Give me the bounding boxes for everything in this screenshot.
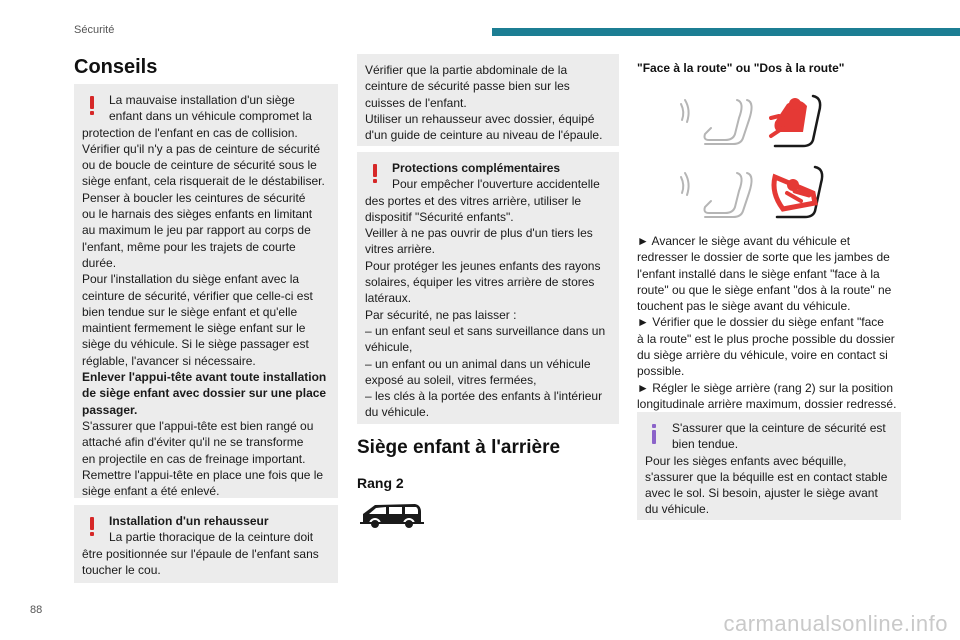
warning-box-conseils xyxy=(74,84,338,498)
box-line: réglable, l'avancer si nécessaire. xyxy=(82,353,256,368)
box-line: s'assurer que la béquille est en contact stable xyxy=(645,469,888,484)
rear-child-seat-title: Siège enfant à l'arrière xyxy=(357,437,561,458)
box-line: siège enfant, cela risquerait de le déstabiliser. xyxy=(82,174,325,189)
box-line: bien tendue. xyxy=(672,437,739,452)
forward-facing-seat-diagram xyxy=(675,92,847,152)
box-line: ou de boucle de ceinture de sécurité sous le xyxy=(82,158,317,173)
box-line: bien tendue sur le siège enfant et qu'elle xyxy=(82,304,298,319)
instruction-line: touchent pas le siège avant du véhicule. xyxy=(637,299,851,314)
rear-facing-seat-diagram xyxy=(675,163,847,223)
box-line: latéraux. xyxy=(365,291,412,306)
instruction-line: à la route" est le plus proche possible du dossier xyxy=(637,331,895,346)
box-line: La partie thoracique de la ceinture doit xyxy=(109,530,314,545)
instruction-line: ► Régler le siège arrière (rang 2) sur la position xyxy=(637,380,893,395)
box-line: Remettre l'appui-tête en place une fois que le xyxy=(82,467,324,482)
child-seat-forward xyxy=(771,98,807,136)
front-seat-outline xyxy=(681,100,752,144)
page-number: 88 xyxy=(30,604,43,616)
box-line: – les clés à la portée des enfants à l'intérieur xyxy=(365,389,603,404)
box-line: durée. xyxy=(82,255,117,270)
box-title: Installation d'un rehausseur xyxy=(109,514,269,528)
instruction-line: redresser le dossier de sorte que les jambes de xyxy=(637,250,890,265)
box-line: être positionnée sur l'épaule de l'enfant sans xyxy=(82,546,319,561)
box-line: La mauvaise installation d'un siège xyxy=(109,93,295,107)
conseils-title: Conseils xyxy=(74,56,158,78)
box-line: S'assurer que la ceinture de sécurité est xyxy=(672,421,886,435)
box-line: Pour les sièges enfants avec béquille, xyxy=(645,453,847,468)
warning-icon xyxy=(89,96,95,116)
warning-icon xyxy=(89,517,95,537)
instruction-line: longitudinale arrière maximum, dossier redressé. xyxy=(637,396,897,411)
box-line: Vérifier qu'il n'y a pas de ceinture de sécurité xyxy=(82,141,321,156)
warning-box-rehausseur xyxy=(74,505,338,583)
child-seat-rear xyxy=(774,177,815,209)
box-line: du véhicule. xyxy=(365,405,430,420)
section-title: Sécurité xyxy=(74,24,115,36)
row-2-title: Rang 2 xyxy=(357,475,404,491)
box-line: cuisses de l'enfant. xyxy=(365,95,467,110)
box-line: ceinture de sécurité, vérifier que celle-ci est xyxy=(82,288,313,303)
box-line: ceinture de sécurité passe bien sur les xyxy=(365,79,570,94)
box-line: Penser à boucler les ceintures de sécurité xyxy=(82,190,306,205)
box-line: Veiller à ne pas ouvrir de plus d'un tiers les xyxy=(365,226,593,241)
van-icon xyxy=(359,500,425,530)
box-line: vitres arrière. xyxy=(365,242,436,257)
warning-icon xyxy=(372,164,378,184)
box-line: solaires, équiper les vitres arrière de stores xyxy=(365,275,595,290)
box-line: toucher le cou. xyxy=(82,562,161,577)
instruction-line: ► Vérifier que le dossier du siège enfant "face xyxy=(637,315,884,330)
box-line: Pour protéger les jeunes enfants des rayons xyxy=(365,258,601,273)
box-line: dispositif "Sécurité enfants". xyxy=(365,209,514,224)
box-line: en projectile en cas de freinage important. xyxy=(82,451,306,466)
box-line: l'enfant, même pour les trajets de courte xyxy=(82,239,296,254)
box-bold-line: passager. xyxy=(82,402,138,417)
warning-box-protections xyxy=(357,152,619,424)
box-bold-line: Enlever l'appui-tête avant toute installation xyxy=(82,370,327,385)
instruction-line: possible. xyxy=(637,364,685,379)
note-box-rehausseur xyxy=(357,54,619,146)
box-line: au maximum le jeu par rapport au corps de xyxy=(82,223,311,238)
box-title: Protections complémentaires xyxy=(392,161,561,175)
box-line: des portes et des vitres arrière, utiliser le xyxy=(365,193,582,208)
front-seat-outline xyxy=(681,173,752,217)
box-line: siège du véhicule. Si le siège passager est xyxy=(82,337,309,352)
box-line: ou le harnais des sièges enfants en limitant xyxy=(82,207,313,222)
box-line: enfant dans un véhicule compromet la xyxy=(109,109,312,124)
box-line: Par sécurité, ne pas laisser : xyxy=(365,307,517,322)
box-line: – un enfant seul et sans surveillance dans un xyxy=(365,323,606,338)
orientation-title: "Face à la route" ou "Dos à la route" xyxy=(637,61,845,75)
box-line: S'assurer que l'appui-tête est bien rangé ou xyxy=(82,418,314,433)
box-line: du véhicule. xyxy=(645,502,710,517)
info-icon xyxy=(651,424,657,444)
instruction-line: route" ou que le siège enfant "dos à la route" ne xyxy=(637,282,892,297)
box-line: d'un guide de ceinture au niveau de l'épaule. xyxy=(365,128,603,143)
instruction-line: du siège arrière du véhicule, voire en contact si xyxy=(637,348,888,363)
box-line: siège enfant a été enlevé. xyxy=(82,484,220,499)
box-line: attaché afin d'éviter qu'il ne se transforme xyxy=(82,435,304,450)
box-line: Vérifier que la partie abdominale de la xyxy=(365,63,568,77)
box-line: maintient fermement le siège enfant sur le xyxy=(82,321,306,336)
box-line: exposé au soleil, vitres fermées, xyxy=(365,372,537,387)
box-line: avec le sol. Si besoin, ajuster le siège avant xyxy=(645,486,878,501)
instruction-line: ► Avancer le siège avant du véhicule et xyxy=(637,234,851,248)
info-box-belt xyxy=(637,412,901,520)
box-bold-line: de siège enfant avec dossier sur une place xyxy=(82,386,327,401)
box-line: protection de l'enfant en cas de collision. xyxy=(82,125,298,140)
box-line: véhicule, xyxy=(365,340,413,355)
box-line: – un enfant ou un animal dans un véhicule xyxy=(365,356,591,371)
instructions-text xyxy=(637,233,903,412)
box-line: Utiliser un rehausseur avec dossier, équipé xyxy=(365,111,595,126)
header-bar xyxy=(492,28,960,36)
watermark: carmanualsonline.info xyxy=(723,611,948,636)
box-line: Pour l'installation du siège enfant avec la xyxy=(82,272,300,287)
box-line: Pour empêcher l'ouverture accidentelle xyxy=(392,177,600,192)
instruction-line: l'enfant installé dans le siège enfant "face à la xyxy=(637,266,880,281)
